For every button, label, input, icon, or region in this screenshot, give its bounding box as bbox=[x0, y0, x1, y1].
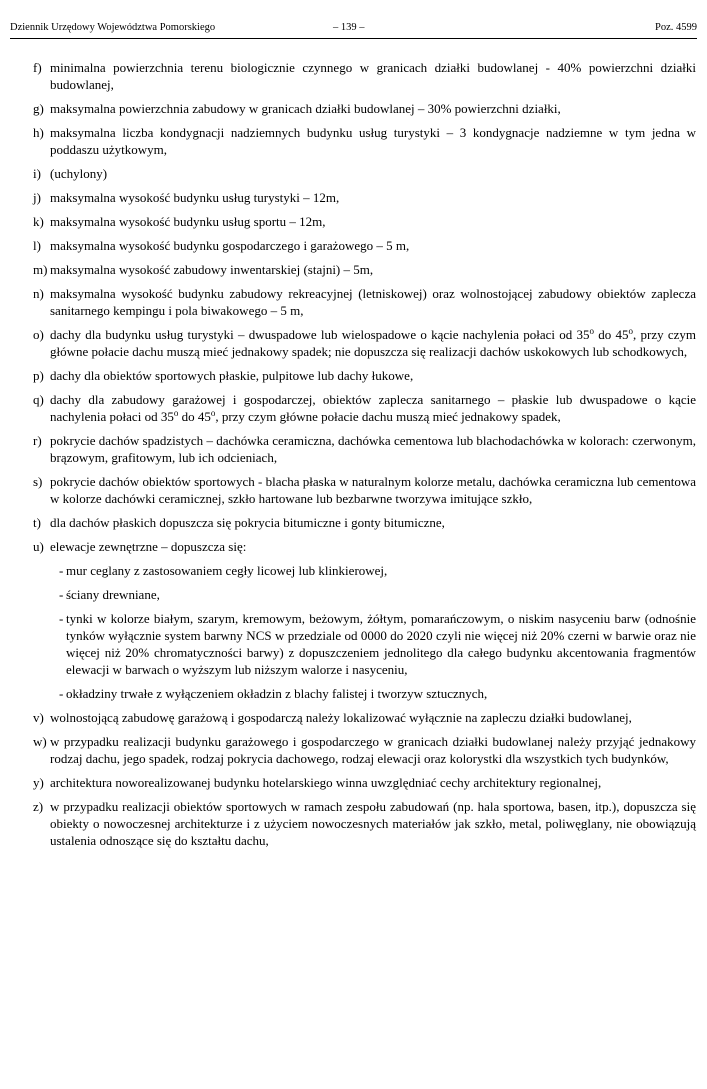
item-text-part: do 45 bbox=[178, 409, 211, 424]
item-label: o) bbox=[33, 327, 44, 342]
page-number: – 139 – bbox=[333, 22, 365, 33]
list-item-h bbox=[33, 124, 696, 158]
item-text-part: dachy dla zabudowy garażowej i gospodarczej, obiektów zaplecza sanitarnego – płaskie lub dwuspadowe o kącie nachylenia połaci od 35 bbox=[50, 392, 696, 424]
item-label: t) bbox=[33, 515, 41, 530]
sub-item bbox=[33, 610, 696, 678]
item-text: elewacje zewnętrzne – dopuszcza się: bbox=[50, 539, 247, 554]
item-label: r) bbox=[33, 433, 42, 448]
item-text: wolnostojącą zabudowę garażową i gospodarczą należy lokalizować wyłącznie na zapleczu działki budowlanej, bbox=[50, 710, 632, 725]
item-text: dla dachów płaskich dopuszcza się pokrycia bitumiczne i gonty bitumiczne, bbox=[50, 515, 445, 530]
item-label: i) bbox=[33, 166, 41, 181]
sub-item-text: ściany drewniane, bbox=[66, 587, 160, 602]
item-label: h) bbox=[33, 125, 44, 140]
item-text bbox=[50, 391, 696, 425]
item-text-part: dachy dla budynku usług turystyki – dwuspadowe lub wielospadowe o kącie nachylenia połaci od 35 bbox=[50, 327, 590, 342]
item-text: maksymalna wysokość budynku zabudowy rekreacyjnej (letniskowej) oraz wolnostojącej zabudowy obiektów zaplecza sanitarnego kempingu i pola biwakowego – 5 m, bbox=[50, 286, 696, 318]
list-item-p bbox=[33, 367, 696, 384]
list-item-n bbox=[33, 285, 696, 319]
dash-bullet: - bbox=[59, 611, 64, 626]
item-text: minimalna powierzchnia terenu biologicznie czynnego w granicach działki budowlanej - 40% powierzchni działki budowlanej, bbox=[50, 60, 696, 92]
item-label: v) bbox=[33, 710, 44, 725]
list-item-m bbox=[33, 261, 696, 278]
item-text-part: , przy czym główne połacie dachu muszą mieć jednakowy spadek, bbox=[215, 409, 561, 424]
item-text: maksymalna wysokość budynku gospodarczego i garażowego – 5 m, bbox=[50, 238, 410, 253]
list-item-j bbox=[33, 189, 696, 206]
dash-bullet: - bbox=[59, 563, 64, 578]
item-label: g) bbox=[33, 101, 44, 116]
item-text: dachy dla obiektów sportowych płaskie, pulpitowe lub dachy łukowe, bbox=[50, 368, 414, 383]
item-text: (uchylony) bbox=[50, 166, 108, 181]
list-item-y bbox=[33, 774, 696, 791]
item-text: maksymalna wysokość budynku usług turystyki – 12m, bbox=[50, 190, 340, 205]
item-text: w przypadku realizacji obiektów sportowych w ramach zespołu zabudowań (np. hala sportowa, basen, itp.), dopuszcza się obiekty o nowoczesnej architekturze i z użyciem nowoczesnych materiałów jak szkło, metal, poliwęglany, nie obowiązują ustalenia odnoszące się do kształtu dachu, bbox=[50, 799, 696, 848]
list-item-i bbox=[33, 165, 696, 182]
list-item-k bbox=[33, 213, 696, 230]
list-item-v bbox=[33, 709, 696, 726]
sub-item bbox=[33, 685, 696, 702]
degree-symbol: o bbox=[210, 408, 216, 418]
list-item-q bbox=[33, 391, 696, 425]
list-item-g bbox=[33, 100, 696, 117]
item-label: z) bbox=[33, 799, 44, 814]
sub-item bbox=[33, 562, 696, 579]
item-text: maksymalna liczba kondygnacji nadziemnych budynku usług turystyki – 3 kondygnacje nadziemne w tym jedna w poddaszu użytkowym, bbox=[50, 125, 696, 157]
degree-symbol: o bbox=[173, 408, 179, 418]
list-item-t bbox=[33, 514, 696, 531]
list-item-o bbox=[33, 326, 696, 360]
item-label: q) bbox=[33, 392, 44, 407]
list-item-w bbox=[33, 733, 696, 767]
dash-bullet: - bbox=[59, 686, 64, 701]
sub-item bbox=[33, 586, 696, 603]
item-label: j) bbox=[33, 190, 41, 205]
item-label: p) bbox=[33, 368, 44, 383]
list-item-l bbox=[33, 237, 696, 254]
item-text bbox=[50, 326, 696, 360]
item-label: w) bbox=[33, 734, 47, 749]
item-label: s) bbox=[33, 474, 43, 489]
item-label: k) bbox=[33, 214, 44, 229]
degree-symbol: o bbox=[628, 326, 634, 336]
item-text: maksymalna wysokość budynku usług sportu – 12m, bbox=[50, 214, 326, 229]
list-item-s bbox=[33, 473, 696, 507]
item-text: pokrycie dachów obiektów sportowych - blacha płaska w naturalnym kolorze metalu, dachówka ceramiczna lub cementowa w kolorze dachówki ceramicznej, szkło hartowane lub bezbarwne tworzywa imitujące szkło, bbox=[50, 474, 696, 506]
item-text: architektura noworealizowanej budynku hotelarskiego winna uwzględniać cechy architektury regionalnej, bbox=[50, 775, 602, 790]
document-body bbox=[33, 59, 696, 856]
item-text: w przypadku realizacji budynku garażowego i gospodarczego w granicach działki budowlanej należy przyjąć jednakowy rodzaj dachu, jego spadek, rodzaj pokrycia dachowego, rodzaj elewacji oraz kolorystki dla wszystkich tych budynków, bbox=[50, 734, 696, 766]
sub-item-text: okładziny trwałe z wyłączeniem okładzin z blachy falistej i tworzyw sztucznych, bbox=[66, 686, 488, 701]
journal-title: Dziennik Urzędowy Województwa Pomorskiego bbox=[10, 22, 216, 33]
dash-bullet: - bbox=[59, 587, 64, 602]
page-header bbox=[10, 22, 697, 39]
item-label: n) bbox=[33, 286, 44, 301]
list-item-u bbox=[33, 538, 696, 555]
list-item-r bbox=[33, 432, 696, 466]
item-text-part: , przy czym główne połacie dachu muszą mieć jednakowy spadek; nie dopuszcza się realizacji dachów uskokowych lub schodkowych, bbox=[50, 327, 696, 359]
position-number: Poz. 4599 bbox=[655, 22, 697, 33]
item-label: y) bbox=[33, 775, 44, 790]
list-item-f bbox=[33, 59, 696, 93]
item-label: l) bbox=[33, 238, 41, 253]
sub-item-text: tynki w kolorze białym, szarym, kremowym, beżowym, żółtym, pomarańczowym, o niskim nasyceniu barw (odnośnie tynków wyłącznie system barwny NCS w przedziale od 0000 do 2020 czyli nie więcej niż 20% czerni w barwie oraz nie więcej niż 20% chromatyczności barwy) z dopuszczeniem jednolitego dla całego budynku akcentowania fragmentów elewacji w barwach o wyższym lub niższym walorze i nasyceniu, bbox=[66, 611, 696, 677]
item-text-part: do 45 bbox=[594, 327, 629, 342]
sub-item-text: mur ceglany z zastosowaniem cegły licowej lub klinkierowej, bbox=[66, 563, 388, 578]
item-text: maksymalna wysokość zabudowy inwentarskiej (stajni) – 5m, bbox=[50, 262, 374, 277]
item-text: maksymalna powierzchnia zabudowy w granicach działki budowlanej – 30% powierzchni działki, bbox=[50, 101, 561, 116]
item-label: f) bbox=[33, 60, 42, 75]
list-item-z bbox=[33, 798, 696, 849]
item-text: pokrycie dachów spadzistych – dachówka ceramiczna, dachówka cementowa lub blachodachówka w kolorach: czerwonym, brązowym, grafitowym, lub ich odcieniach, bbox=[50, 433, 696, 465]
degree-symbol: o bbox=[589, 326, 595, 336]
item-label: m) bbox=[33, 262, 48, 277]
item-label: u) bbox=[33, 539, 44, 554]
